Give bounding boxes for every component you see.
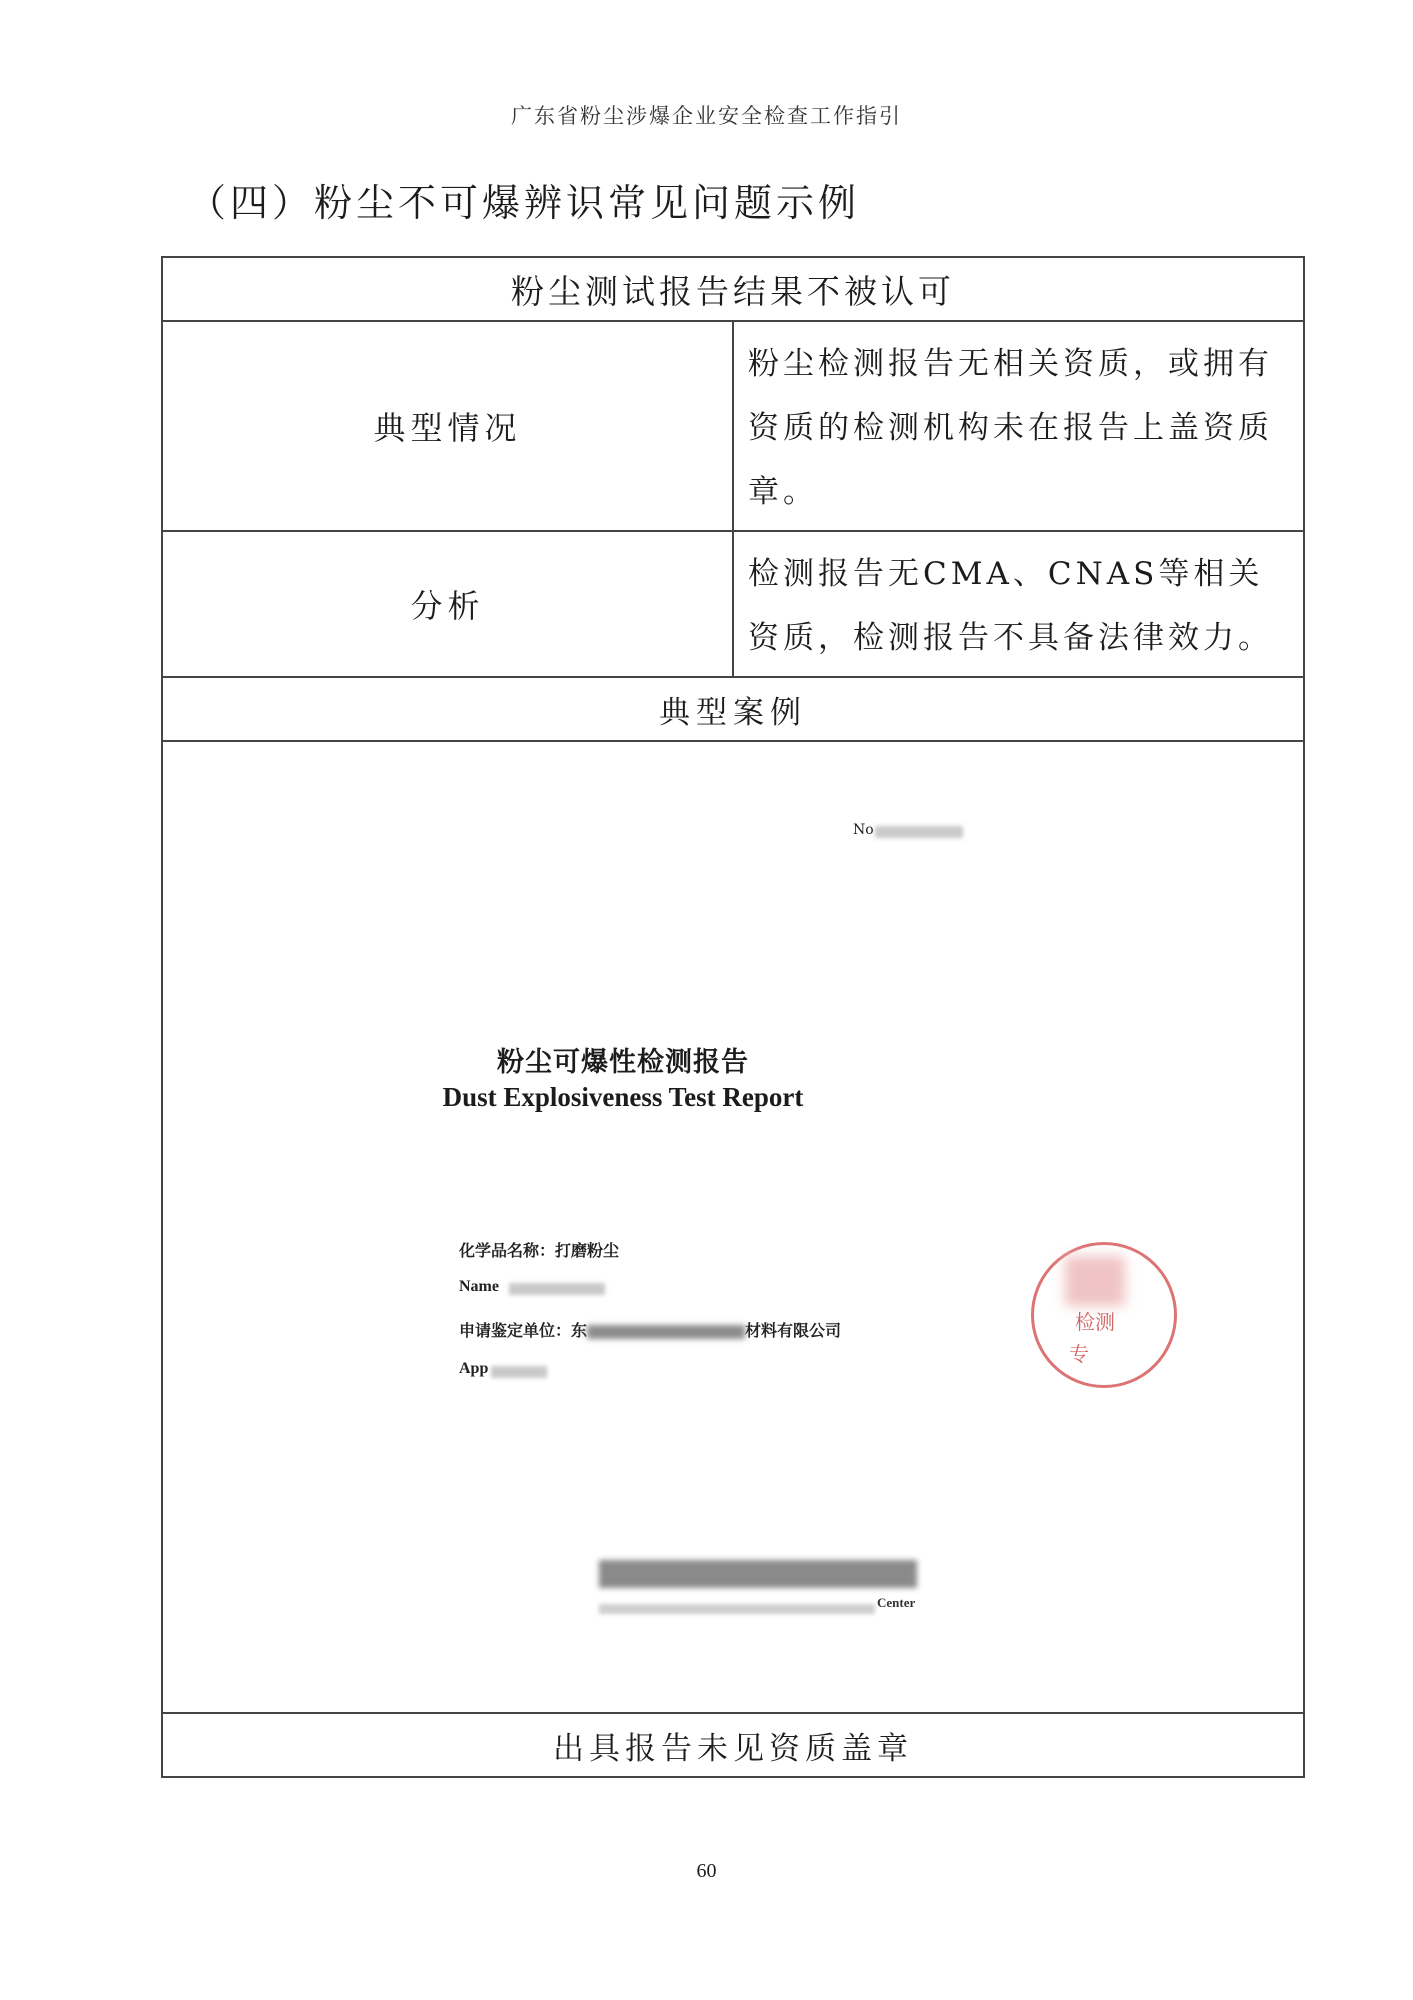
section-title: （四）粉尘不可爆辨识常见问题示例	[188, 181, 861, 225]
example-caption: 出具报告未见资质盖章	[162, 1713, 1304, 1777]
table-row-analysis	[162, 531, 1304, 677]
applicant-prefix: 东	[571, 1321, 588, 1340]
report-no-label: No	[853, 822, 874, 838]
redacted-issuer-name	[599, 1560, 917, 1588]
redacted-applicant	[587, 1325, 745, 1339]
report-title-en: Dust Explosiveness Test Report	[442, 1082, 804, 1112]
issuer-center-label: Center	[877, 1595, 916, 1610]
case-title: 粉尘测试报告结果不被认可	[162, 257, 1304, 321]
page-number: 60	[696, 1860, 717, 1882]
examples-heading: 典型案例	[162, 677, 1304, 741]
redacted-report-number	[875, 826, 963, 838]
seal-stamp	[1031, 1242, 1221, 1392]
chemical-name-field: 化学品名称：打磨粉尘	[459, 1241, 620, 1260]
redacted-issuer-en	[599, 1604, 875, 1614]
case-table	[161, 256, 1305, 1778]
seal-text-1: 检测	[1075, 1310, 1115, 1334]
analysis-text: 检测报告无CMA、CNAS等相关资质，检测报告不具备法律效力。	[733, 531, 1304, 677]
report-title-cn: 粉尘可爆性检测报告	[497, 1047, 749, 1078]
table-row-situation	[162, 321, 1304, 531]
applicant-en-label: App	[459, 1360, 489, 1377]
seal-text-2: 专	[1069, 1342, 1089, 1366]
analysis-label: 分析	[162, 531, 733, 677]
applicant-label: 申请鉴定单位：	[459, 1321, 572, 1340]
redacted-name	[509, 1283, 605, 1295]
situation-text: 粉尘检测报告无相关资质，或拥有资质的检测机构未在报告上盖资质章。	[733, 321, 1304, 531]
redacted-applicant-en	[491, 1366, 547, 1378]
situation-label: 典型情况	[162, 321, 733, 531]
report-cover-image	[163, 742, 1303, 1712]
running-header: 广东省粉尘涉爆企业安全检查工作指引	[511, 104, 902, 128]
name-field-label: Name	[459, 1278, 499, 1295]
applicant-field	[459, 1318, 841, 1341]
example-image-cell	[162, 741, 1304, 1713]
applicant-suffix: 材料有限公司	[745, 1321, 842, 1340]
